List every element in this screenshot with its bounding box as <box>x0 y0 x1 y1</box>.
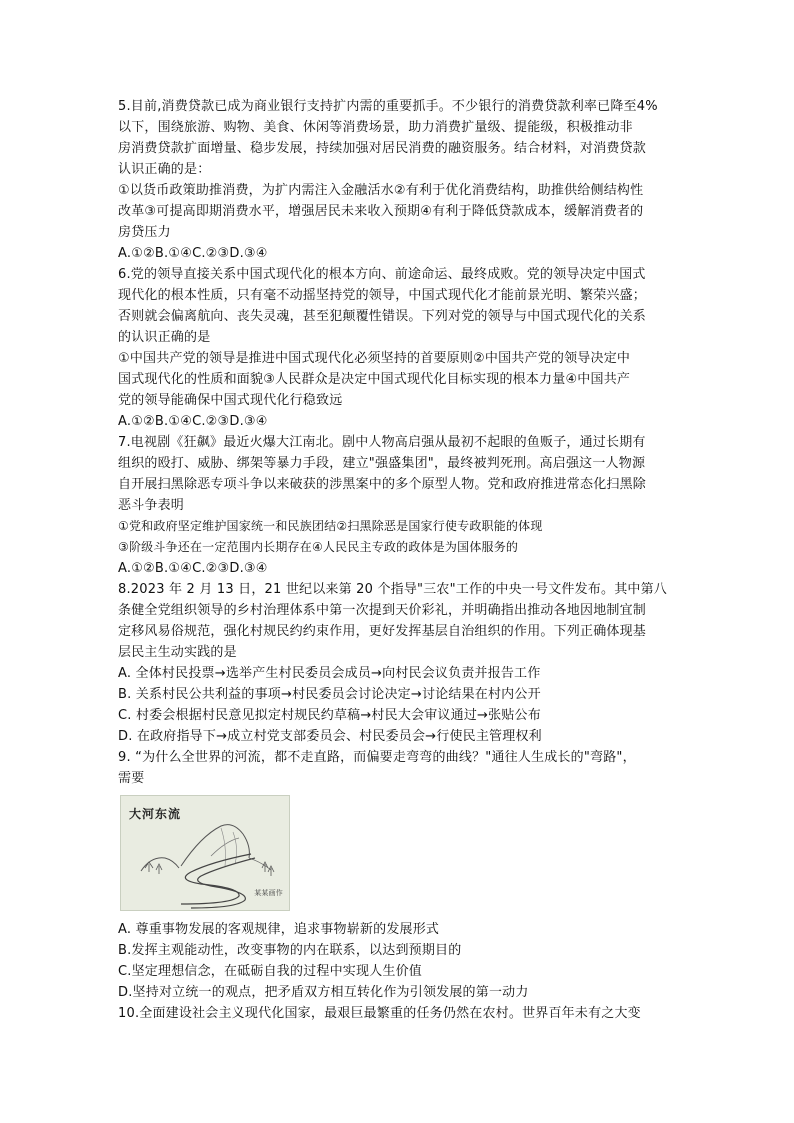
q9-option-c: C.坚定理想信念，在砥砺自我的过程中实现人生价值 <box>118 964 423 979</box>
q5-line: 认识正确的是： <box>118 162 211 177</box>
q7-line: ①党和政府坚定维护国家统一和民族团结②扫黑除恶是国家行使专政职能的体现 <box>118 519 543 533</box>
q8-line: 定移风易俗规范，强化村规民约约束作用，更好发挥基层自治组织的作用。下列正确体现基 <box>118 624 647 639</box>
q6-line: 党的领导能确保中国式现代化行稳致远 <box>118 393 343 408</box>
question-8 <box>118 579 684 747</box>
q9-option-d: D.坚持对立统一的观点，把矛盾双方相互转化作为引领发展的第一动力 <box>118 985 529 1000</box>
figure-title: 大河东流 <box>129 807 182 821</box>
q6-line: ①中国共产党的领导是推进中国式现代化必须坚持的首要原则②中国共产党的领导决定中 <box>118 351 631 366</box>
q6-answer-options: A.①②B.①④C.②③D.③④ <box>118 414 268 429</box>
question-6 <box>118 264 684 432</box>
q8-line: 8.2023 年 2 月 13 日，21 世纪以来第 20 个指导"三农"工作的中央一号文件发布。其中第八 <box>118 582 668 597</box>
q7-line: ③阶级斗争还在一定范围内长期存在④人民民主专政的政体是为国体服务的 <box>118 540 519 554</box>
q8-line: 层民主生动实践的是 <box>118 645 237 660</box>
q9-line: 需要 <box>118 771 145 786</box>
question-7 <box>118 432 684 579</box>
question-9 <box>118 747 684 1003</box>
q5-line: 房贷压力 <box>118 225 171 240</box>
question-5 <box>118 96 684 264</box>
q5-answer-options: A.①②B.①④C.②③D.③④ <box>118 246 268 261</box>
q5-line: ①以货币政策助推消费，为扩内需注入金融活水②有利于优化消费结构，助推供给侧结构性 <box>118 183 644 198</box>
river-painting-figure <box>120 795 290 911</box>
q9-option-a: A. 尊重事物发展的客观规律，追求事物崭新的发展形式 <box>118 922 440 937</box>
q7-answer-options: A.①②B.①④C.②③D.③④ <box>118 561 268 576</box>
exam-page <box>118 96 684 1024</box>
q5-line: 以下，围绕旅游、购物、美食、休闲等消费场景，助力消费扩量级、提能级，积极推动非 <box>118 120 633 135</box>
q6-line: 国式现代化的性质和面貌③人民群众是决定中国式现代化目标实现的根本力量④中国共产 <box>118 372 631 387</box>
q8-option-d: D. 在政府指导下→成立村党支部委员会、村民委员会→行使民主管理权利 <box>118 729 542 744</box>
question-10 <box>118 1003 684 1024</box>
q8-option-b: B. 关系村民公共利益的事项→村民委员会讨论决定→讨论结果在村内公开 <box>118 687 541 702</box>
q5-line: 房消费贷款扩面增量、稳步发展，持续加强对居民消费的融资服务。结合材料，对消费贷款 <box>118 141 647 156</box>
q6-line: 否则就会偏离航向、丧失灵魂，甚至犯颠覆性错误。下列对党的领导与中国式现代化的关系 <box>118 309 647 324</box>
q6-line: 6.党的领导直接关系中国式现代化的根本方向、前途命运、最终成败。党的领导决定中国式 <box>118 267 646 282</box>
q5-line: 5.目前,消费贷款已成为商业银行支持扩内需的重要抓手。不少银行的消费贷款利率已降至4% <box>118 99 658 114</box>
q8-option-c: C. 村委会根据村民意见拟定村规民约草稿→村民大会审议通过→张贴公布 <box>118 708 541 723</box>
q6-line: 现代化的根本性质，只有毫不动摇坚持党的领导，中国式现代化才能前景光明、繁荣兴盛； <box>118 288 647 303</box>
q8-line: 条健全党组织领导的乡村治理体系中第一次提到天价彩礼，并明确指出推动各地因地制宜制 <box>118 603 647 618</box>
q5-line: 改革③可提高即期消费水平，增强居民未来收入预期④有利于降低贷款成本，缓解消费者的 <box>118 204 644 219</box>
q9-option-b: B.发挥主观能动性，改变事物的内在联系，以达到预期目的 <box>118 943 462 958</box>
q10-line: 10.全面建设社会主义现代化国家，最艰巨最繁重的任务仍然在农村。世界百年未有之大变 <box>118 1006 641 1021</box>
q7-line: 组织的殴打、威胁、绑架等暴力手段，建立"强盛集团"，最终被判死刑。高启强这一人物源 <box>118 456 646 471</box>
q7-line: 自开展扫黑除恶专项斗争以来破获的涉黑案中的多个原型人物。党和政府推进常态化扫黑除 <box>118 477 647 492</box>
figure-seal: 某某画作 <box>254 889 283 897</box>
q9-line: 9. “为什么全世界的河流，都不走直路，而偏要走弯弯的曲线？"通往人生成长的"弯路"， <box>118 750 636 765</box>
q8-option-a: A. 全体村民投票→选举产生村民委员会成员→向村民会议负责并报告工作 <box>118 666 541 681</box>
q7-line: 7.电视剧《狂飙》最近火爆大江南北。剧中人物高启强从最初不起眼的鱼贩子，通过长期有 <box>118 435 646 450</box>
q7-line: 恶斗争表明 <box>118 498 185 513</box>
q6-line: 的认识正确的是 <box>118 330 211 345</box>
